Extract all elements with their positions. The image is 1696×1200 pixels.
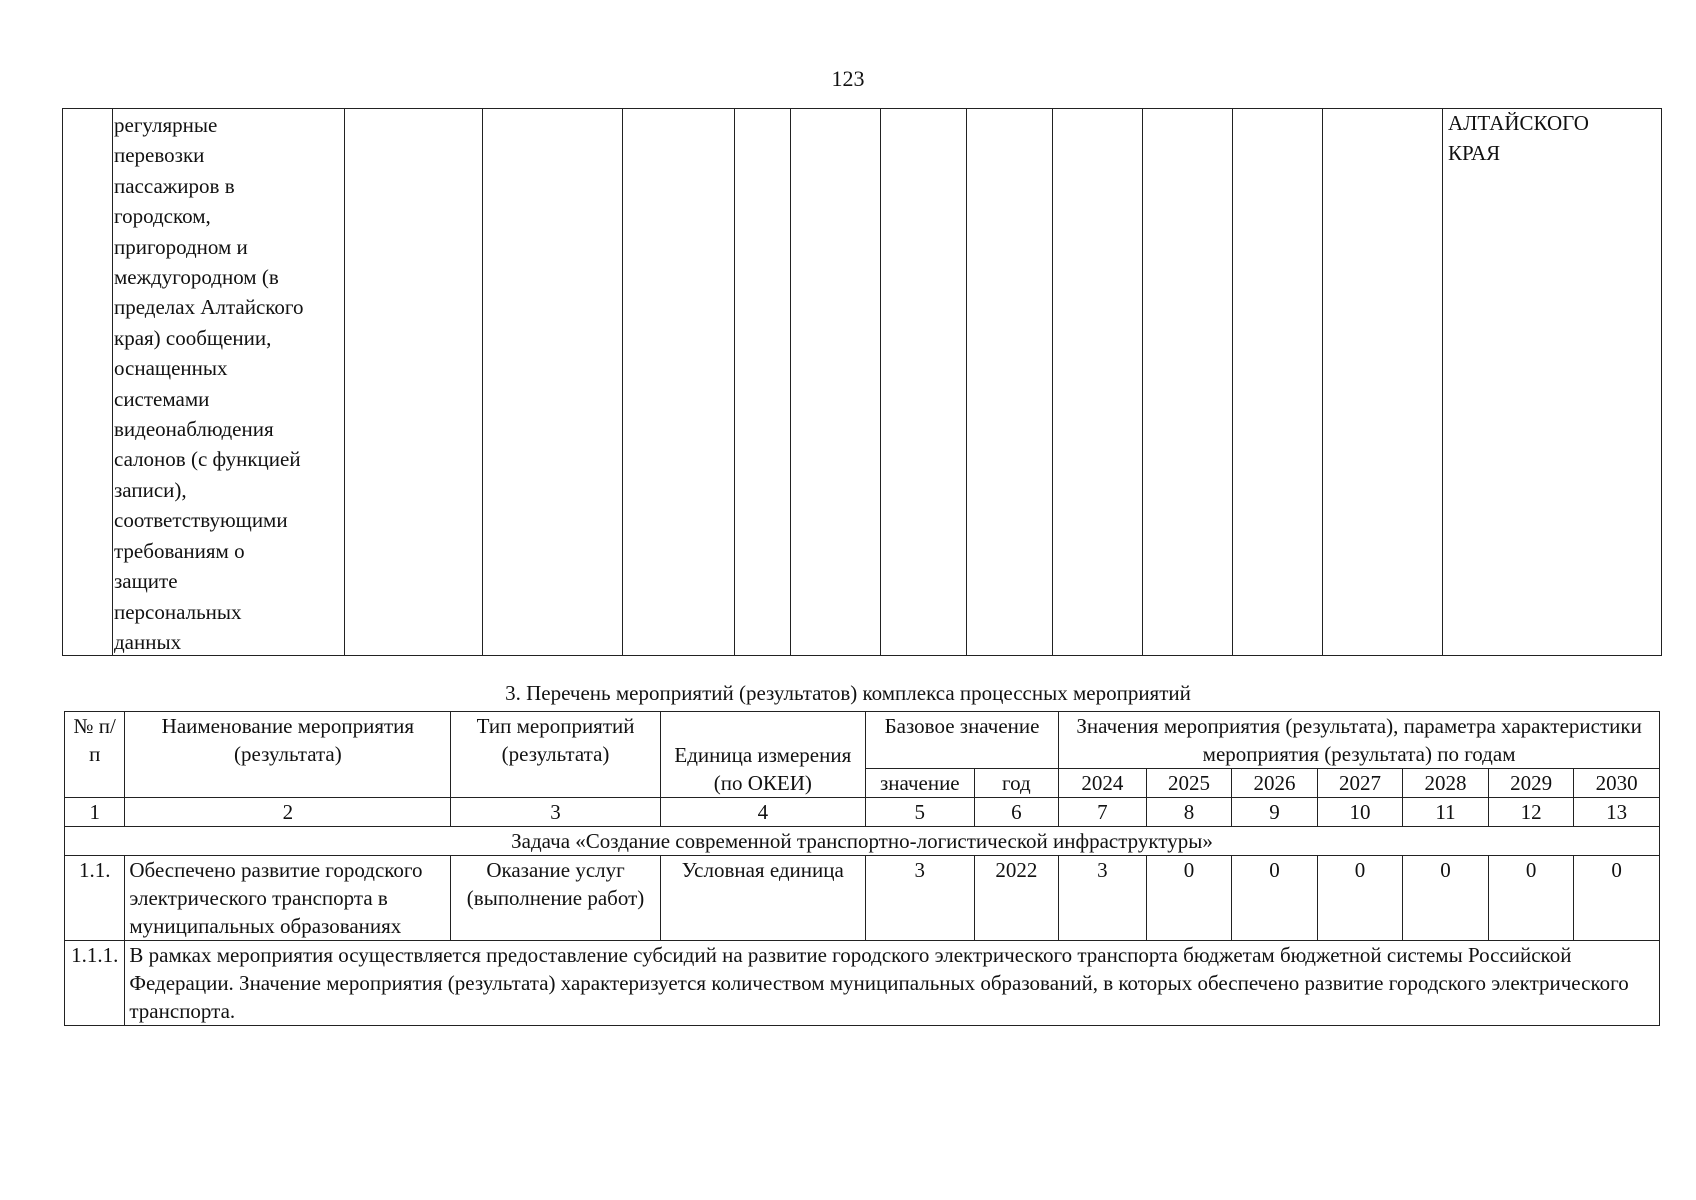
text-line: соответствующими xyxy=(114,508,288,533)
measure-name-cell xyxy=(114,110,404,657)
table-row xyxy=(65,856,1660,941)
text-line: регулярные xyxy=(114,113,218,137)
row-value: 0 xyxy=(1232,856,1318,941)
column-number: 12 xyxy=(1488,798,1574,827)
column-line xyxy=(482,108,483,656)
header-base-year: год xyxy=(974,769,1059,798)
header-name: Наименование мероприятия (результата) xyxy=(125,712,451,798)
row-unit: Условная единица xyxy=(660,856,865,941)
header-type: Тип мероприятий (результата) xyxy=(451,712,660,798)
column-number: 9 xyxy=(1232,798,1318,827)
column-number: 3 xyxy=(451,798,660,827)
row-value: 0 xyxy=(1146,856,1232,941)
column-number: 10 xyxy=(1317,798,1403,827)
column-line xyxy=(112,108,113,656)
column-number-row xyxy=(65,798,1660,827)
page-number: 123 xyxy=(831,66,865,91)
column-number: 7 xyxy=(1059,798,1147,827)
text-line: КРАЯ xyxy=(1448,141,1501,165)
column-number: 2 xyxy=(125,798,451,827)
section-title: 3. Перечень мероприятий (результатов) комплекса процессных мероприятий xyxy=(505,681,1191,705)
header-year: 2028 xyxy=(1403,769,1489,798)
header-num: № п/п xyxy=(65,712,125,798)
column-line xyxy=(622,108,623,656)
header-row xyxy=(65,712,1660,769)
row-description: В рамках мероприятия осуществляется предоставление субсидий на развитие городского электрического транспорта бюджетам бюджетной системы Российской Федерации. Значение мероприятия (результата) характеризуется количеством муниципальных образований, в которых обеспечено развитие городского электрического транспорта. xyxy=(125,941,1660,1026)
header-base-value: значение xyxy=(865,769,974,798)
table-border-top xyxy=(62,108,1662,109)
header-year: 2024 xyxy=(1059,769,1147,798)
column-line xyxy=(1232,108,1233,656)
task-title: Задача «Создание современной транспортно-логистической инфраструктуры» xyxy=(65,827,1660,856)
header-year: 2025 xyxy=(1146,769,1232,798)
column-number: 1 xyxy=(65,798,125,827)
column-number: 5 xyxy=(865,798,974,827)
text-line: городском, xyxy=(114,204,211,229)
column-number: 6 xyxy=(974,798,1059,827)
column-line xyxy=(880,108,881,656)
column-line xyxy=(1442,108,1443,656)
task-row xyxy=(65,827,1660,856)
column-line xyxy=(1052,108,1053,656)
column-line xyxy=(1661,108,1662,656)
header-year: 2030 xyxy=(1574,769,1660,798)
row-value: 0 xyxy=(1488,856,1574,941)
description-row xyxy=(65,941,1660,1026)
text-line: защите xyxy=(114,569,178,594)
column-number: 4 xyxy=(660,798,865,827)
row-base-value: 3 xyxy=(865,856,974,941)
column-number: 8 xyxy=(1146,798,1232,827)
header-year: 2027 xyxy=(1317,769,1403,798)
text-line: салонов (с функцией xyxy=(114,447,301,472)
column-number: 13 xyxy=(1574,798,1660,827)
row-value: 0 xyxy=(1574,856,1660,941)
text-line: пассажиров в xyxy=(114,173,235,198)
row-num: 1.1. xyxy=(65,856,125,941)
text-line: пределах Алтайского xyxy=(114,295,304,320)
column-line xyxy=(966,108,967,656)
text-line: записи), xyxy=(114,477,187,502)
column-number: 11 xyxy=(1403,798,1489,827)
measures-table xyxy=(64,711,1660,1026)
text-line: персональных xyxy=(114,599,242,624)
header-year: 2026 xyxy=(1232,769,1318,798)
row-value: 0 xyxy=(1317,856,1403,941)
header-base: Базовое значение xyxy=(865,712,1058,769)
header-values: Значения мероприятия (результата), параметра характеристики мероприятия (результата) по годам xyxy=(1059,712,1660,769)
row-num: 1.1.1. xyxy=(65,941,125,1026)
row-value: 3 xyxy=(1059,856,1147,941)
row-value: 0 xyxy=(1403,856,1489,941)
row-base-year: 2022 xyxy=(974,856,1059,941)
text-line: края) сообщении, xyxy=(114,325,272,350)
header-year: 2029 xyxy=(1488,769,1574,798)
text-line: пригородном и xyxy=(114,234,248,259)
text-line: видеонаблюдения xyxy=(114,417,274,442)
continued-table xyxy=(62,108,1662,656)
responsible-region-cell xyxy=(1448,108,1648,168)
column-line xyxy=(734,108,735,656)
text-line: данных xyxy=(114,629,182,654)
text-line: оснащенных xyxy=(114,356,228,381)
column-line xyxy=(62,108,63,656)
row-name: Обеспечено развитие городского электрического транспорта в муниципальных образованиях xyxy=(125,856,451,941)
text-line: междугородном (в xyxy=(114,265,279,290)
column-line xyxy=(1142,108,1143,656)
text-line: требованиям о xyxy=(114,538,245,563)
column-line xyxy=(1322,108,1323,656)
text-line: АЛТАЙСКОГО xyxy=(1448,111,1589,135)
text-line: перевозки xyxy=(114,143,205,168)
column-line xyxy=(790,108,791,656)
text-line: системами xyxy=(114,386,210,411)
header-unit: Единица измерения (по ОКЕИ) xyxy=(660,712,865,798)
row-type: Оказание услуг (выполнение работ) xyxy=(451,856,660,941)
